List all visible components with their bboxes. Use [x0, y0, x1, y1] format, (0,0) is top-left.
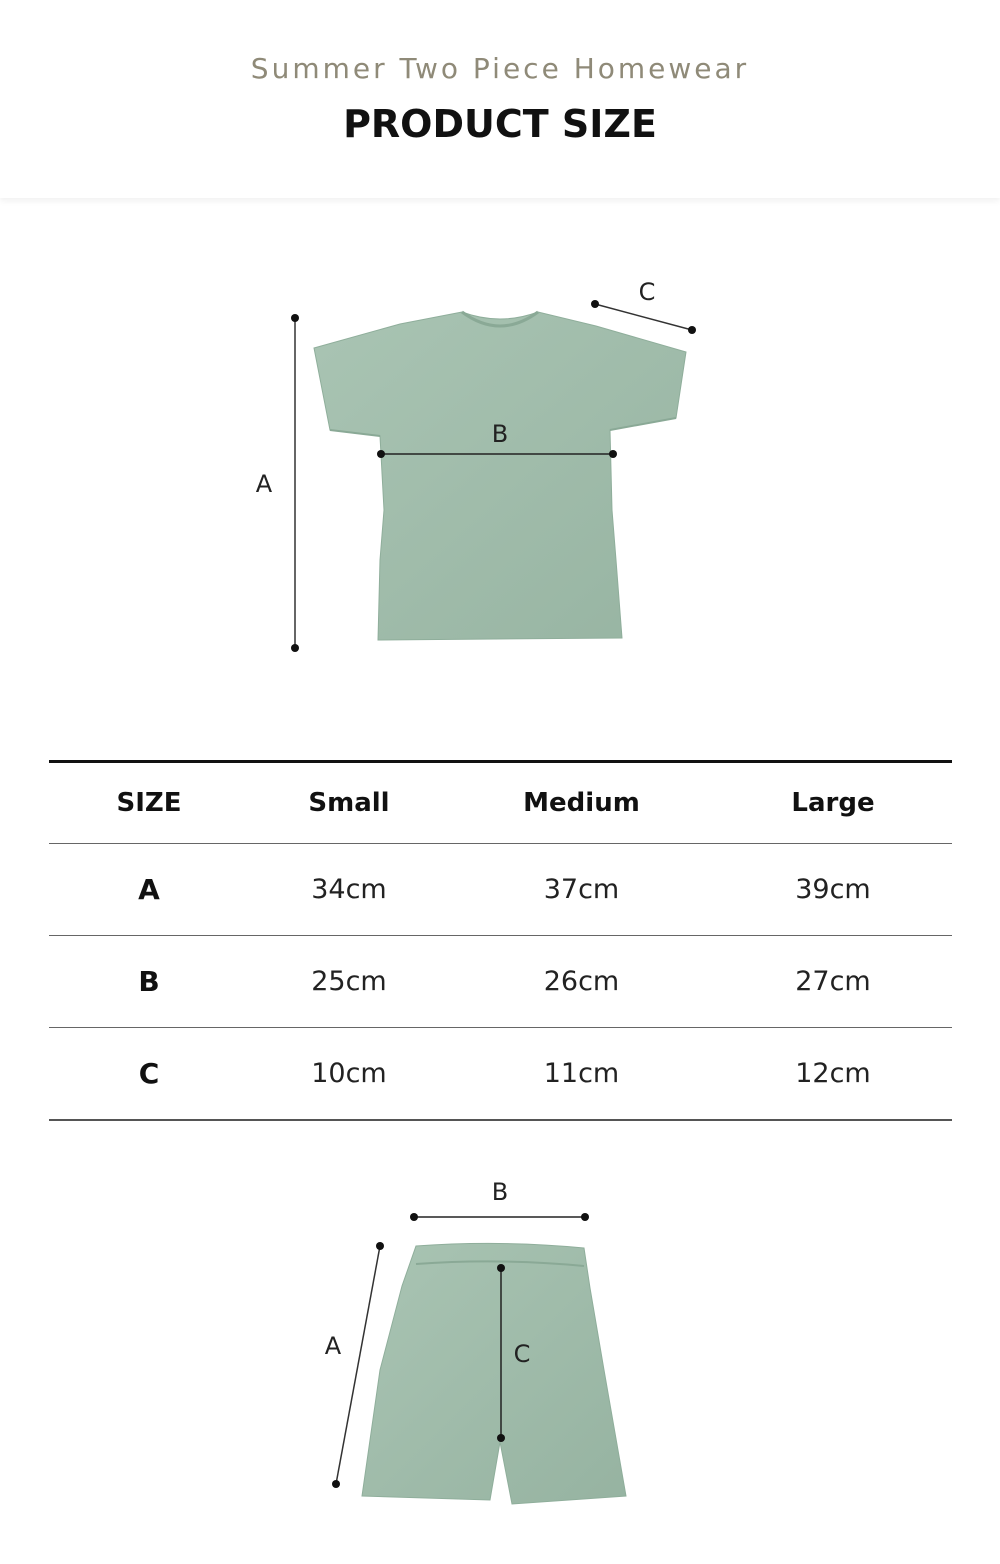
table-cell: 10cm: [311, 1058, 387, 1089]
shirt-measure-a: [256, 314, 299, 652]
page-subtitle: Summer Two Piece Homewear: [250, 52, 750, 85]
shirt-diagram: [0, 260, 1000, 680]
table-cell: 12cm: [795, 1058, 871, 1089]
table-header-small: Small: [308, 788, 390, 818]
table-row: [49, 936, 952, 1028]
table-cell: 27cm: [795, 966, 871, 997]
table-cell: 26cm: [543, 966, 620, 997]
shirt-label-a: A: [255, 470, 273, 498]
table-cell: 11cm: [543, 1058, 620, 1089]
shirt-measure-c: [591, 278, 696, 334]
table-row-label: C: [138, 1057, 160, 1090]
page-title: PRODUCT SIZE: [343, 102, 657, 146]
table-cell: 25cm: [311, 966, 387, 997]
table-header-row: [49, 762, 952, 844]
table-row-label: A: [138, 873, 160, 906]
size-table: [49, 760, 952, 1121]
size-table-wrap: [49, 760, 952, 1121]
table-cell: 39cm: [795, 874, 871, 905]
page-header: [0, 0, 1000, 198]
table-row: [49, 1028, 952, 1121]
shorts-label-c: C: [513, 1340, 531, 1368]
table-header-size: SIZE: [116, 788, 182, 818]
table-cell: 34cm: [311, 874, 387, 905]
table-header-medium: Medium: [523, 788, 640, 818]
shirt-label-b: B: [491, 420, 509, 448]
shorts-measure-b: [410, 1178, 589, 1221]
table-cell: 37cm: [543, 874, 620, 905]
shorts-diagram: [0, 1160, 1000, 1540]
table-row: [49, 844, 952, 936]
table-header-large: Large: [791, 788, 875, 818]
shirt-illustration: [314, 312, 686, 640]
shirt-label-c: C: [638, 278, 656, 306]
shorts-label-a: A: [324, 1332, 342, 1360]
shorts-label-b: B: [491, 1178, 509, 1206]
shorts-illustration: [362, 1243, 626, 1504]
table-row-label: B: [138, 965, 160, 998]
